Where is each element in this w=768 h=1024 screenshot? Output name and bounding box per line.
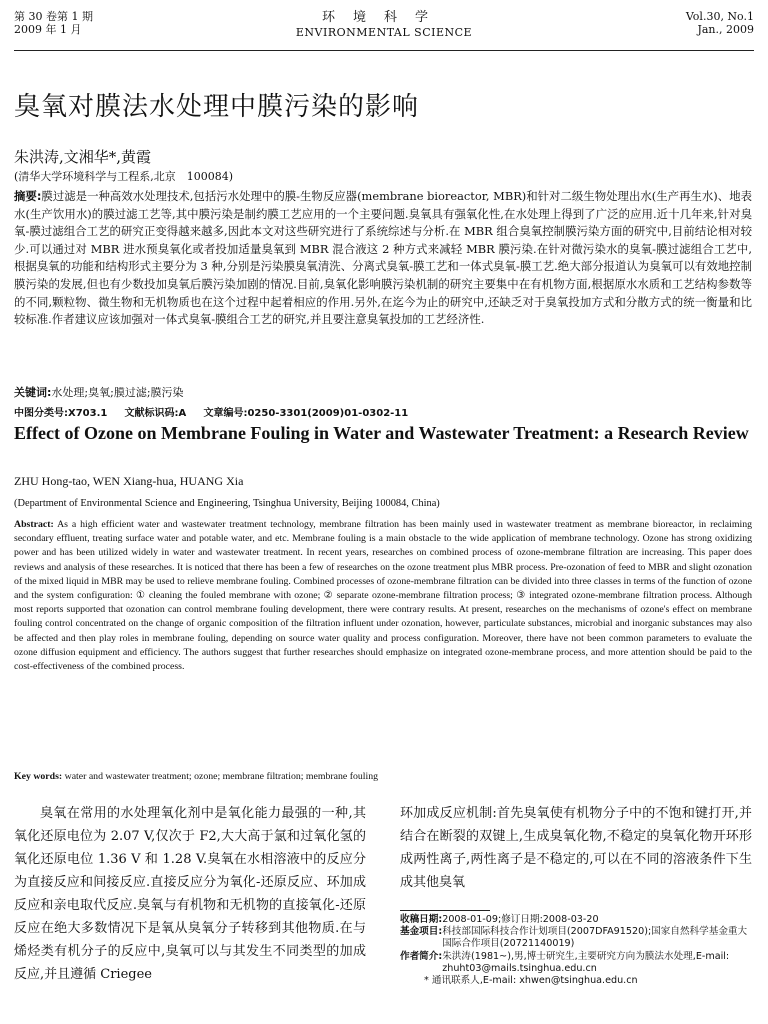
paper-title-en: Effect of Ozone on Membrane Fouling in Water and Wastewater Treatment: a Research Review	[14, 423, 749, 443]
affiliation-en: (Department of Environmental Science and Engineering, Tsinghua University, Beijing 100084, China)	[14, 498, 440, 509]
affiliation-cn: (清华大学环境科学与工程系,北京 100084)	[14, 170, 234, 183]
abstract-en-text: As a high efficient water and wastewater treatment technology, membrane filtration has been mainly used in wastewater treatment as membrane bioreactor, in reclaiming secondary effluent, treating surface water and potable water, and etc. Membrane fouling is a main obstacle to the wide application of membrane technology. Ozone has strong oxidizing power and has been utilized widely in water and wastewater treatment. In recent years, researches on combined process of ozone-membrane filtration are increasing. This paper does reviews and analysis of these researches. It is noticed that there has been a few of researches on the ozone treatment plus MBR process. Pre-ozonation of feed to MBR and slight ozonation of the mixed liquid in MBR may be used to relieve membrane fouling. Combined processes of ozone-membrane filtration can be divided into three classes in terms of the function of ozone and the system configuration: ① cleaning the fouled membrane with ozone; ② separate ozone-membrane filtration process; ③ integrated ozone-membrane filtration process. Although most reports supported that ozonation can control membrane fouling development, there were contrary results. At present, researches on the mechanisms of ozone's effect on membrane fouling control concentrated on the change of organic composition of the filtration influent under ozonation, however, particulate substances, microbial and inorganic substances may also be affected and then play roles in membrane fouling, depending on source water quality and process configuration. Moreover, there have not been common parameters to evaluate the ozone diffusion equipment and efficiency. The authors suggest that further researches should emphasize on integrated ozone-membrane process, and more attention should be paid to the cost-effectiveness of the combined process.	[14, 519, 752, 673]
footnote-received	[400, 914, 754, 926]
date-cn: 2009 年 1 月	[14, 23, 82, 36]
abstract-cn-text: 膜过滤是一种高效水处理技术,包括污水处理中的膜-生物反应器(membrane bioreactor, MBR)和针对二级生物处理出水(生产再生水)、地表水(生产饮用水)的膜过滤工艺等,其中膜污染是制约膜工艺应用的一个主要问题.臭氧具有强氧化性,在水处理上得到了广泛的应用.近十几年来,针对臭氧-膜过滤组合工艺的研究正变得越来越多,因此本文对这些研究进行了系统综述与分析.在 MBR 组合臭氧控制膜污染方面的研究中,目前结论相对较少.可以通过对 MBR 进水预臭氧化或者投加适量臭氧到 MBR 混合液这 2 种方式来减轻 MBR 膜污染.在针对微污染水的臭氧-膜过滤组合工艺中,根据臭氧的功能和结构形式主要分为 3 种,分别是污染膜臭氧清洗、分离式臭氧-膜工艺和一体式臭氧-膜工艺.绝大部分报道认为臭氧可以有效地控制膜污染的发展,但也有少数投加臭氧后膜污染加剧的情况.目前,臭氧化影响膜污染机制的研究主要集中在有机物方面,根据原水水质和工艺结构参数等的不同,颗粒物、微生物和无机物质也在这个过程中起着相应的作用.另外,在迄今为止的研究中,还缺乏对于臭氧投加方式和分散方式的统一衡量和比较标准.作者建议应该加强对一体式臭氧-膜组合工艺的研究,并且要注意臭氧投加的工艺经济性.	[14, 189, 752, 327]
corresponding-text: 通讯联系人,E-mail: xhwen@tsinghua.edu.cn	[431, 975, 638, 987]
authors-cn: 朱洪涛,文湘华*,黄霞	[14, 148, 152, 166]
footnote-divider	[400, 910, 490, 911]
fund-text: 科技部国际科技合作计划项目(2007DFA91520);国家自然科学基金重大国际合作项目(20721140019)	[442, 926, 748, 950]
footnote-corresponding	[400, 975, 754, 987]
abstract-cn	[14, 188, 752, 329]
footnote-author	[400, 951, 754, 975]
fund-label: 基金项目:	[400, 926, 443, 938]
keywords-en-text: water and wastewater treatment; ozone; membrane filtration; membrane fouling	[64, 771, 379, 782]
header-center	[14, 10, 754, 39]
date-en: Jan., 2009	[697, 23, 754, 36]
classification-line	[14, 404, 422, 419]
header-right	[686, 10, 754, 36]
keywords-cn-text: 水处理;臭氧;膜过滤;膜污染	[51, 386, 184, 399]
received-label: 收稿日期:	[400, 914, 443, 925]
journal-name-en: ENVIRONMENTAL SCIENCE	[295, 26, 473, 39]
volume-issue-cn: 第 30 卷第 1 期	[14, 10, 93, 23]
keywords-cn-label: 关键词:	[14, 386, 52, 399]
received-text: 2008-01-09;修订日期:2008-03-20	[442, 914, 599, 925]
abstract-en-label: Abstract:	[14, 519, 54, 530]
keywords-cn	[14, 384, 184, 400]
paper-title-cn: 臭氧对膜法水处理中膜污染的影响	[14, 92, 420, 122]
author-bio-text: 朱洪涛(1981~),男,博士研究生,主要研究方向为膜法水处理,E-mail: zhuht03@mails.tsinghua.edu.cn	[442, 950, 730, 974]
document-code: 文献标识码:A	[124, 408, 187, 419]
abstract-en	[14, 518, 752, 674]
journal-header	[14, 6, 754, 51]
clc-number: 中图分类号:X703.1	[14, 408, 108, 419]
journal-name-cn: 环境科学	[321, 10, 446, 25]
abstract-cn-label: 摘要:	[14, 189, 42, 203]
body-left-column: 臭氧在常用的水处理氧化剂中是氧化能力最强的一种,其氧化还原电位为 2.07 V,仅次于 F2,大大高于氯和过氧化氢的氧化还原电位 1.36 V 和 1.28 V.臭氧在水相溶液中的反应分为直接反应和间接反应.直接反应分为氧化-还原反应、环加成反应和亲电取代反应.臭氧与有机物和无机物的直接氧化-还原反应在绝大多数情况下是氧从臭氧分子转移到其他物质.在与烯烃类有机分子的反应中,臭氧可以与其发生不同类型的加成反应,并且遵循 Criegee	[14, 806, 366, 982]
keywords-en-label: Key words:	[14, 771, 63, 782]
authors-en: ZHU Hong-tao, WEN Xiang-hua, HUANG Xia	[14, 474, 244, 488]
keywords-en	[14, 771, 378, 782]
footnotes	[400, 914, 754, 987]
body-right-column: 环加成反应机制:首先臭氧使有机物分子中的不饱和键打开,并结合在断裂的双键上,生成臭氧化物,不稳定的臭氧化物开环形成两性离子,两性离子是不稳定的,可以在不同的溶液条件下生成其他臭氧	[400, 806, 752, 890]
volume-issue-en: Vol.30, No.1	[685, 10, 754, 23]
corresponding-mark: *	[424, 975, 429, 987]
article-number: 文章编号:0250-3301(2009)01-0302-11	[203, 408, 409, 419]
footnote-fund	[400, 926, 754, 950]
author-bio-label: 作者简介:	[400, 950, 443, 962]
